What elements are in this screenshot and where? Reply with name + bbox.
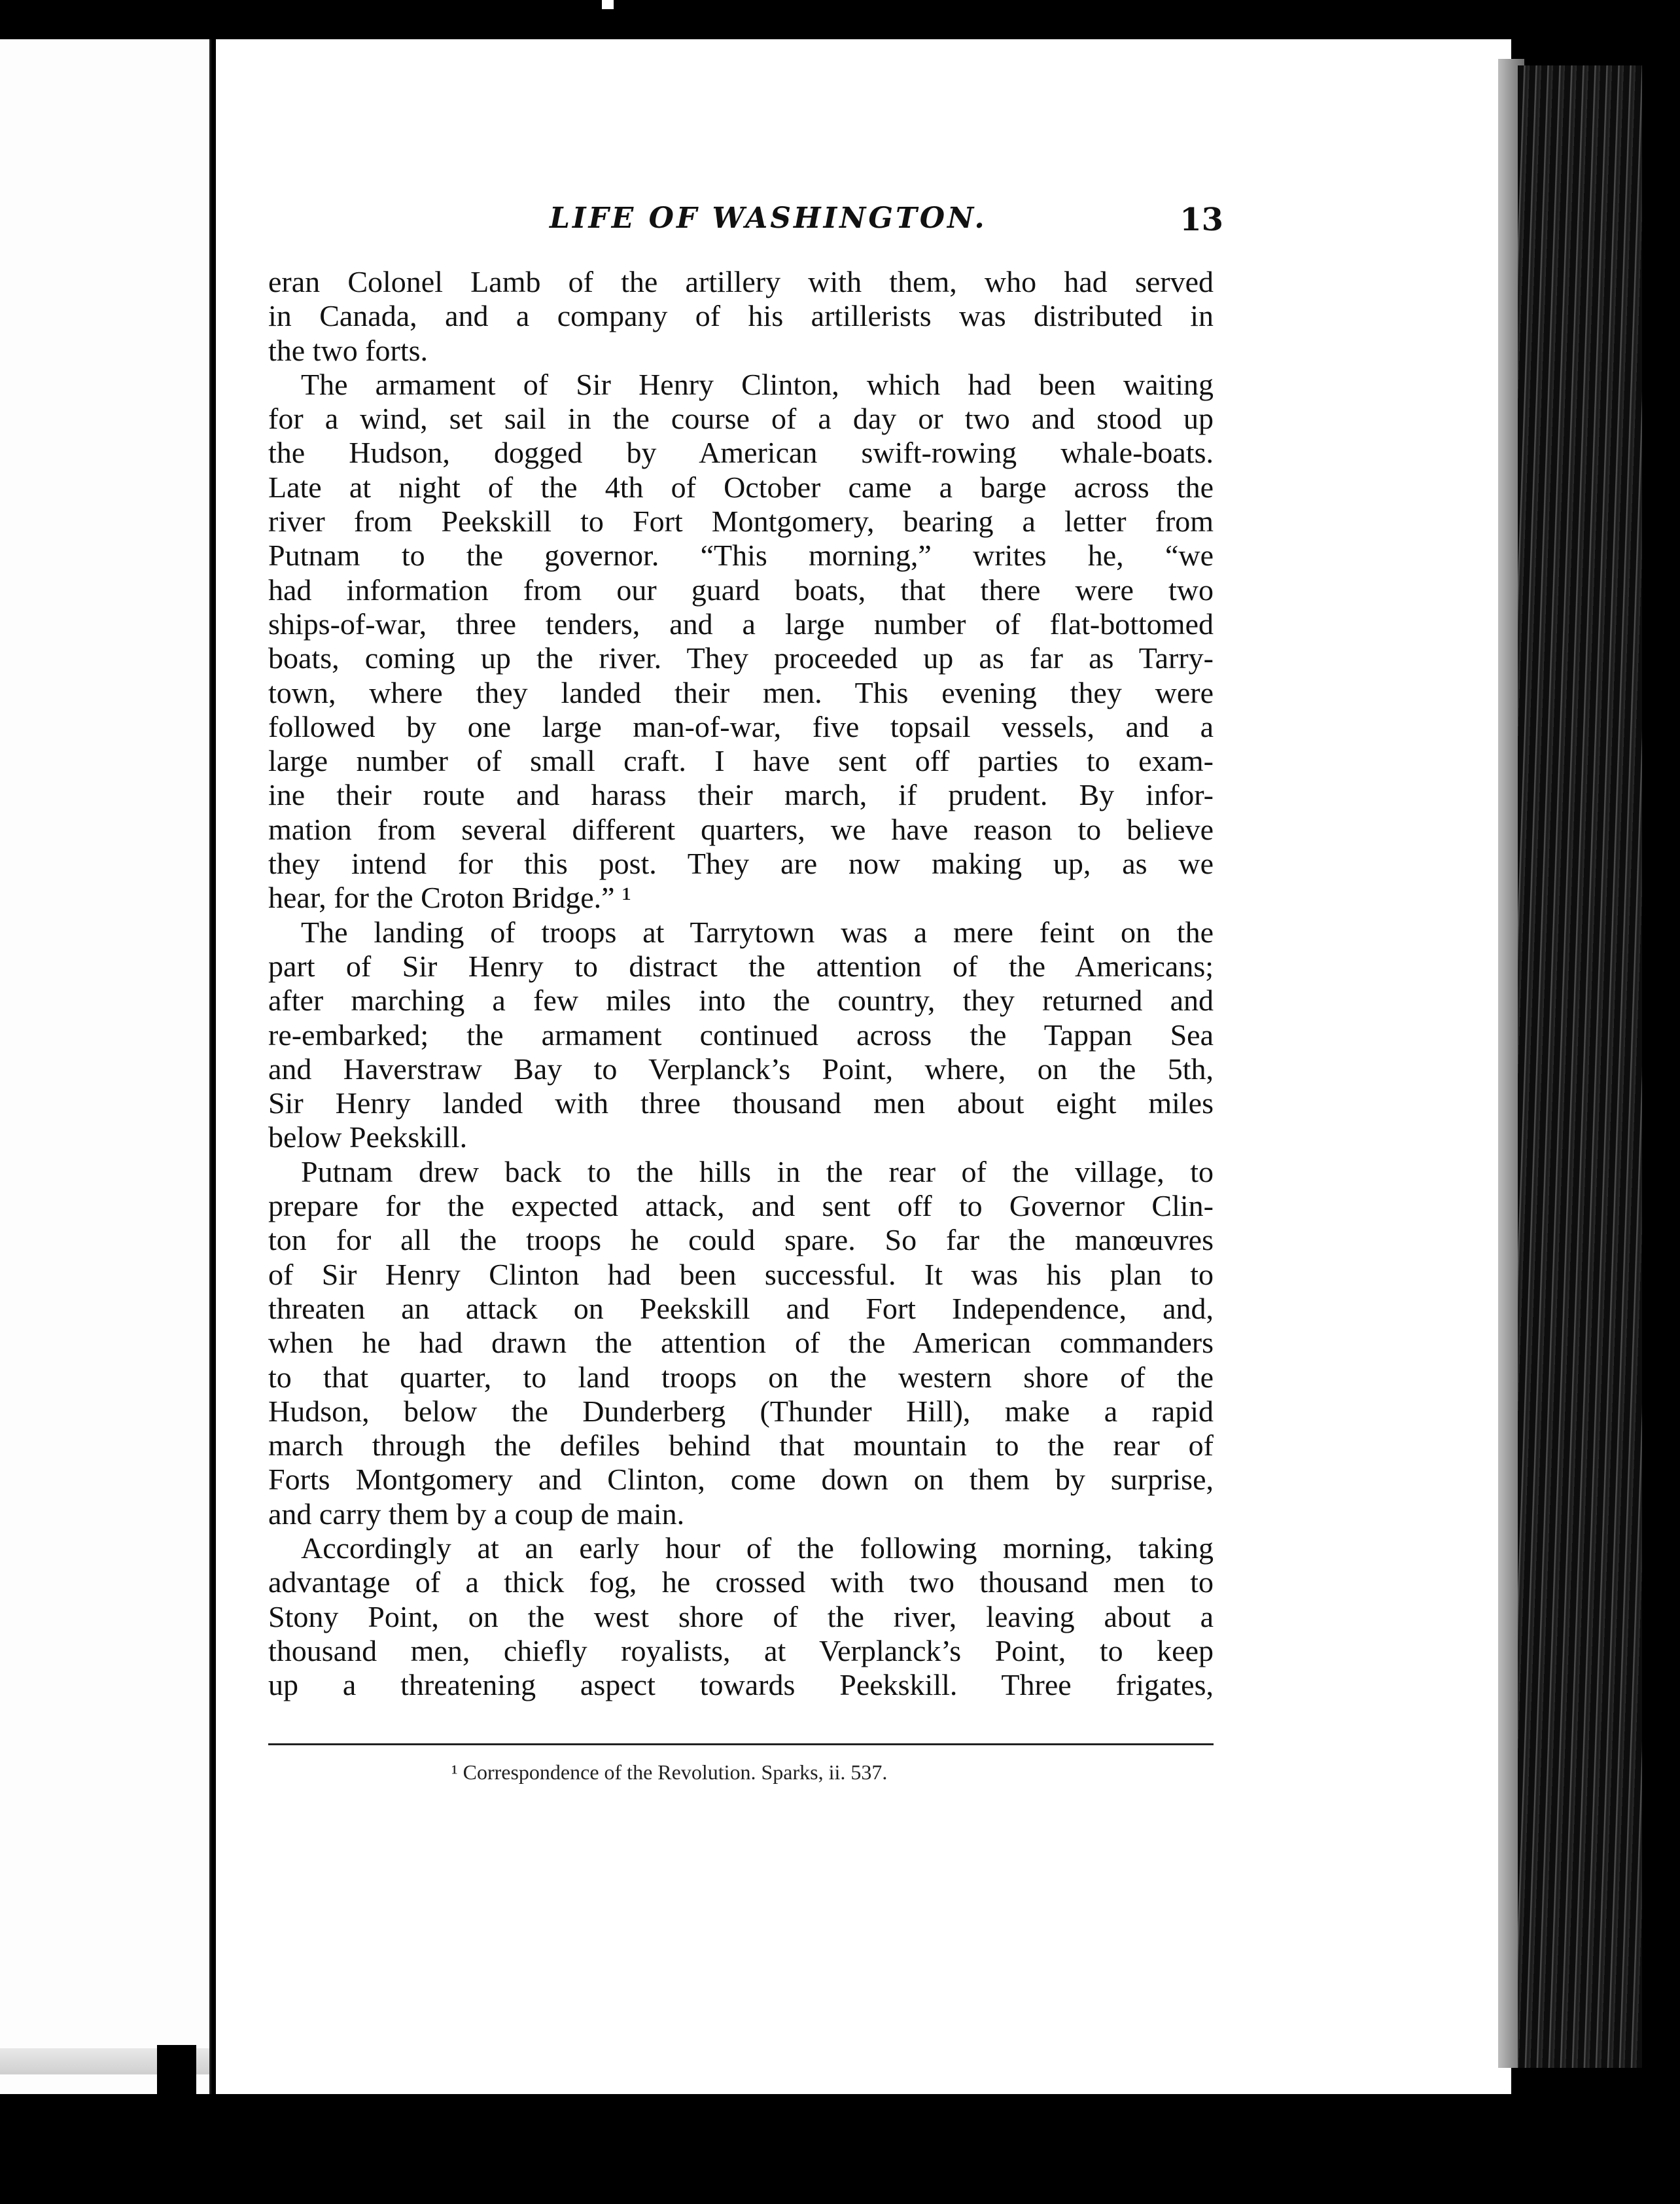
text-line: ton for all the troops he could spare. So far the manœuvres	[268, 1223, 1214, 1257]
text-line: up a threatening aspect towards Peekskill. Three frigates,	[268, 1668, 1214, 1702]
text-line: eran Colonel Lamb of the artillery with them, who had served	[268, 265, 1214, 298]
text-line: the two forts.	[268, 333, 429, 367]
page-number: 13	[1180, 202, 1223, 238]
text-line: below Peekskill.	[268, 1120, 468, 1154]
text-line: Putnam to the governor. “This morning,” writes he, “we	[268, 539, 1214, 573]
text-line: hear, for the Croton Bridge.” ¹	[268, 881, 631, 915]
text-line: ships-of-war, three tenders, and a large number of flat-bottomed	[268, 607, 1214, 641]
text-line: re-embarked; the armament continued across the Tappan Sea	[268, 1018, 1214, 1052]
text-line: after marching a few miles into the country, they returned and	[268, 984, 1214, 1018]
text-line: for a wind, set sail in the course of a day or two and stood up	[268, 402, 1214, 436]
text-line: and Haverstraw Bay to Verplanck’s Point, where, on the 5th,	[268, 1052, 1214, 1086]
footnote-rule	[268, 1743, 1214, 1745]
running-head: LIFE OF WASHINGTON.	[550, 202, 987, 235]
text-line: prepare for the expected attack, and sent off to Governor Clin-	[268, 1189, 1214, 1223]
text-line: in Canada, and a company of his artillerists was distributed in	[268, 299, 1214, 333]
text-line: Forts Montgomery and Clinton, come down on them by surprise,	[268, 1463, 1214, 1497]
book-fore-edge	[1518, 65, 1642, 2068]
text-line: river from Peekskill to Fort Montgomery, bearing a letter from	[268, 505, 1214, 539]
text-line: part of Sir Henry to distract the attention of the Americans;	[268, 949, 1214, 983]
scan-mark	[602, 0, 614, 9]
facing-page	[0, 39, 211, 2094]
text-line: Late at night of the 4th of October came a barge across the	[268, 470, 1214, 504]
text-line: The landing of troops at Tarrytown was a mere feint on the	[301, 915, 1214, 949]
text-line: Putnam drew back to the hills in the rear of the village, to	[301, 1154, 1214, 1188]
text-line: march through the defiles behind that mountain to the rear of	[268, 1429, 1214, 1463]
text-line: Accordingly at an early hour of the following morning, taking	[301, 1531, 1214, 1565]
text-line: of Sir Henry Clinton had been successful. It was his plan to	[268, 1257, 1214, 1291]
text-line: had information from our guard boats, that there were two	[268, 573, 1214, 607]
text-line: and carry them by a coup de main.	[268, 1497, 685, 1531]
footnote: ¹ Correspondence of the Revolution. Sparks, ii. 537.	[451, 1760, 888, 1784]
text-line: mation from several different quarters, we have reason to believe	[268, 812, 1214, 846]
text-line: they intend for this post. They are now making up, as we	[268, 847, 1214, 881]
text-line: the Hudson, dogged by American swift-rowing whale-boats.	[268, 436, 1214, 470]
text-line: Hudson, below the Dunderberg (Thunder Hill), make a rapid	[268, 1394, 1214, 1428]
page-header	[550, 202, 1223, 241]
text-line: large number of small craft. I have sent off parties to exam-	[268, 744, 1214, 778]
text-line: thousand men, chiefly royalists, at Verplanck’s Point, to keep	[268, 1633, 1214, 1667]
text-line: to that quarter, to land troops on the western shore of the	[268, 1360, 1214, 1394]
text-line: The armament of Sir Henry Clinton, which had been waiting	[301, 367, 1214, 401]
text-line: when he had drawn the attention of the American commanders	[268, 1326, 1214, 1360]
text-line: Stony Point, on the west shore of the river, leaving about a	[268, 1599, 1214, 1633]
text-line: Sir Henry landed with three thousand men about eight miles	[268, 1086, 1214, 1120]
text-line: followed by one large man-of-war, five topsail vessels, and a	[268, 709, 1214, 743]
text-line: ine their route and harass their march, if prudent. By infor-	[268, 778, 1214, 812]
text-line: boats, coming up the river. They proceeded up as far as Tarry-	[268, 641, 1214, 675]
text-line: threaten an attack on Peekskill and Fort Independence, and,	[268, 1291, 1214, 1325]
text-line: town, where they landed their men. This evening they were	[268, 675, 1214, 709]
text-line: advantage of a thick fog, he crossed with two thousand men to	[268, 1565, 1214, 1599]
binding-mark	[157, 2045, 196, 2094]
body-text	[268, 265, 1214, 1702]
